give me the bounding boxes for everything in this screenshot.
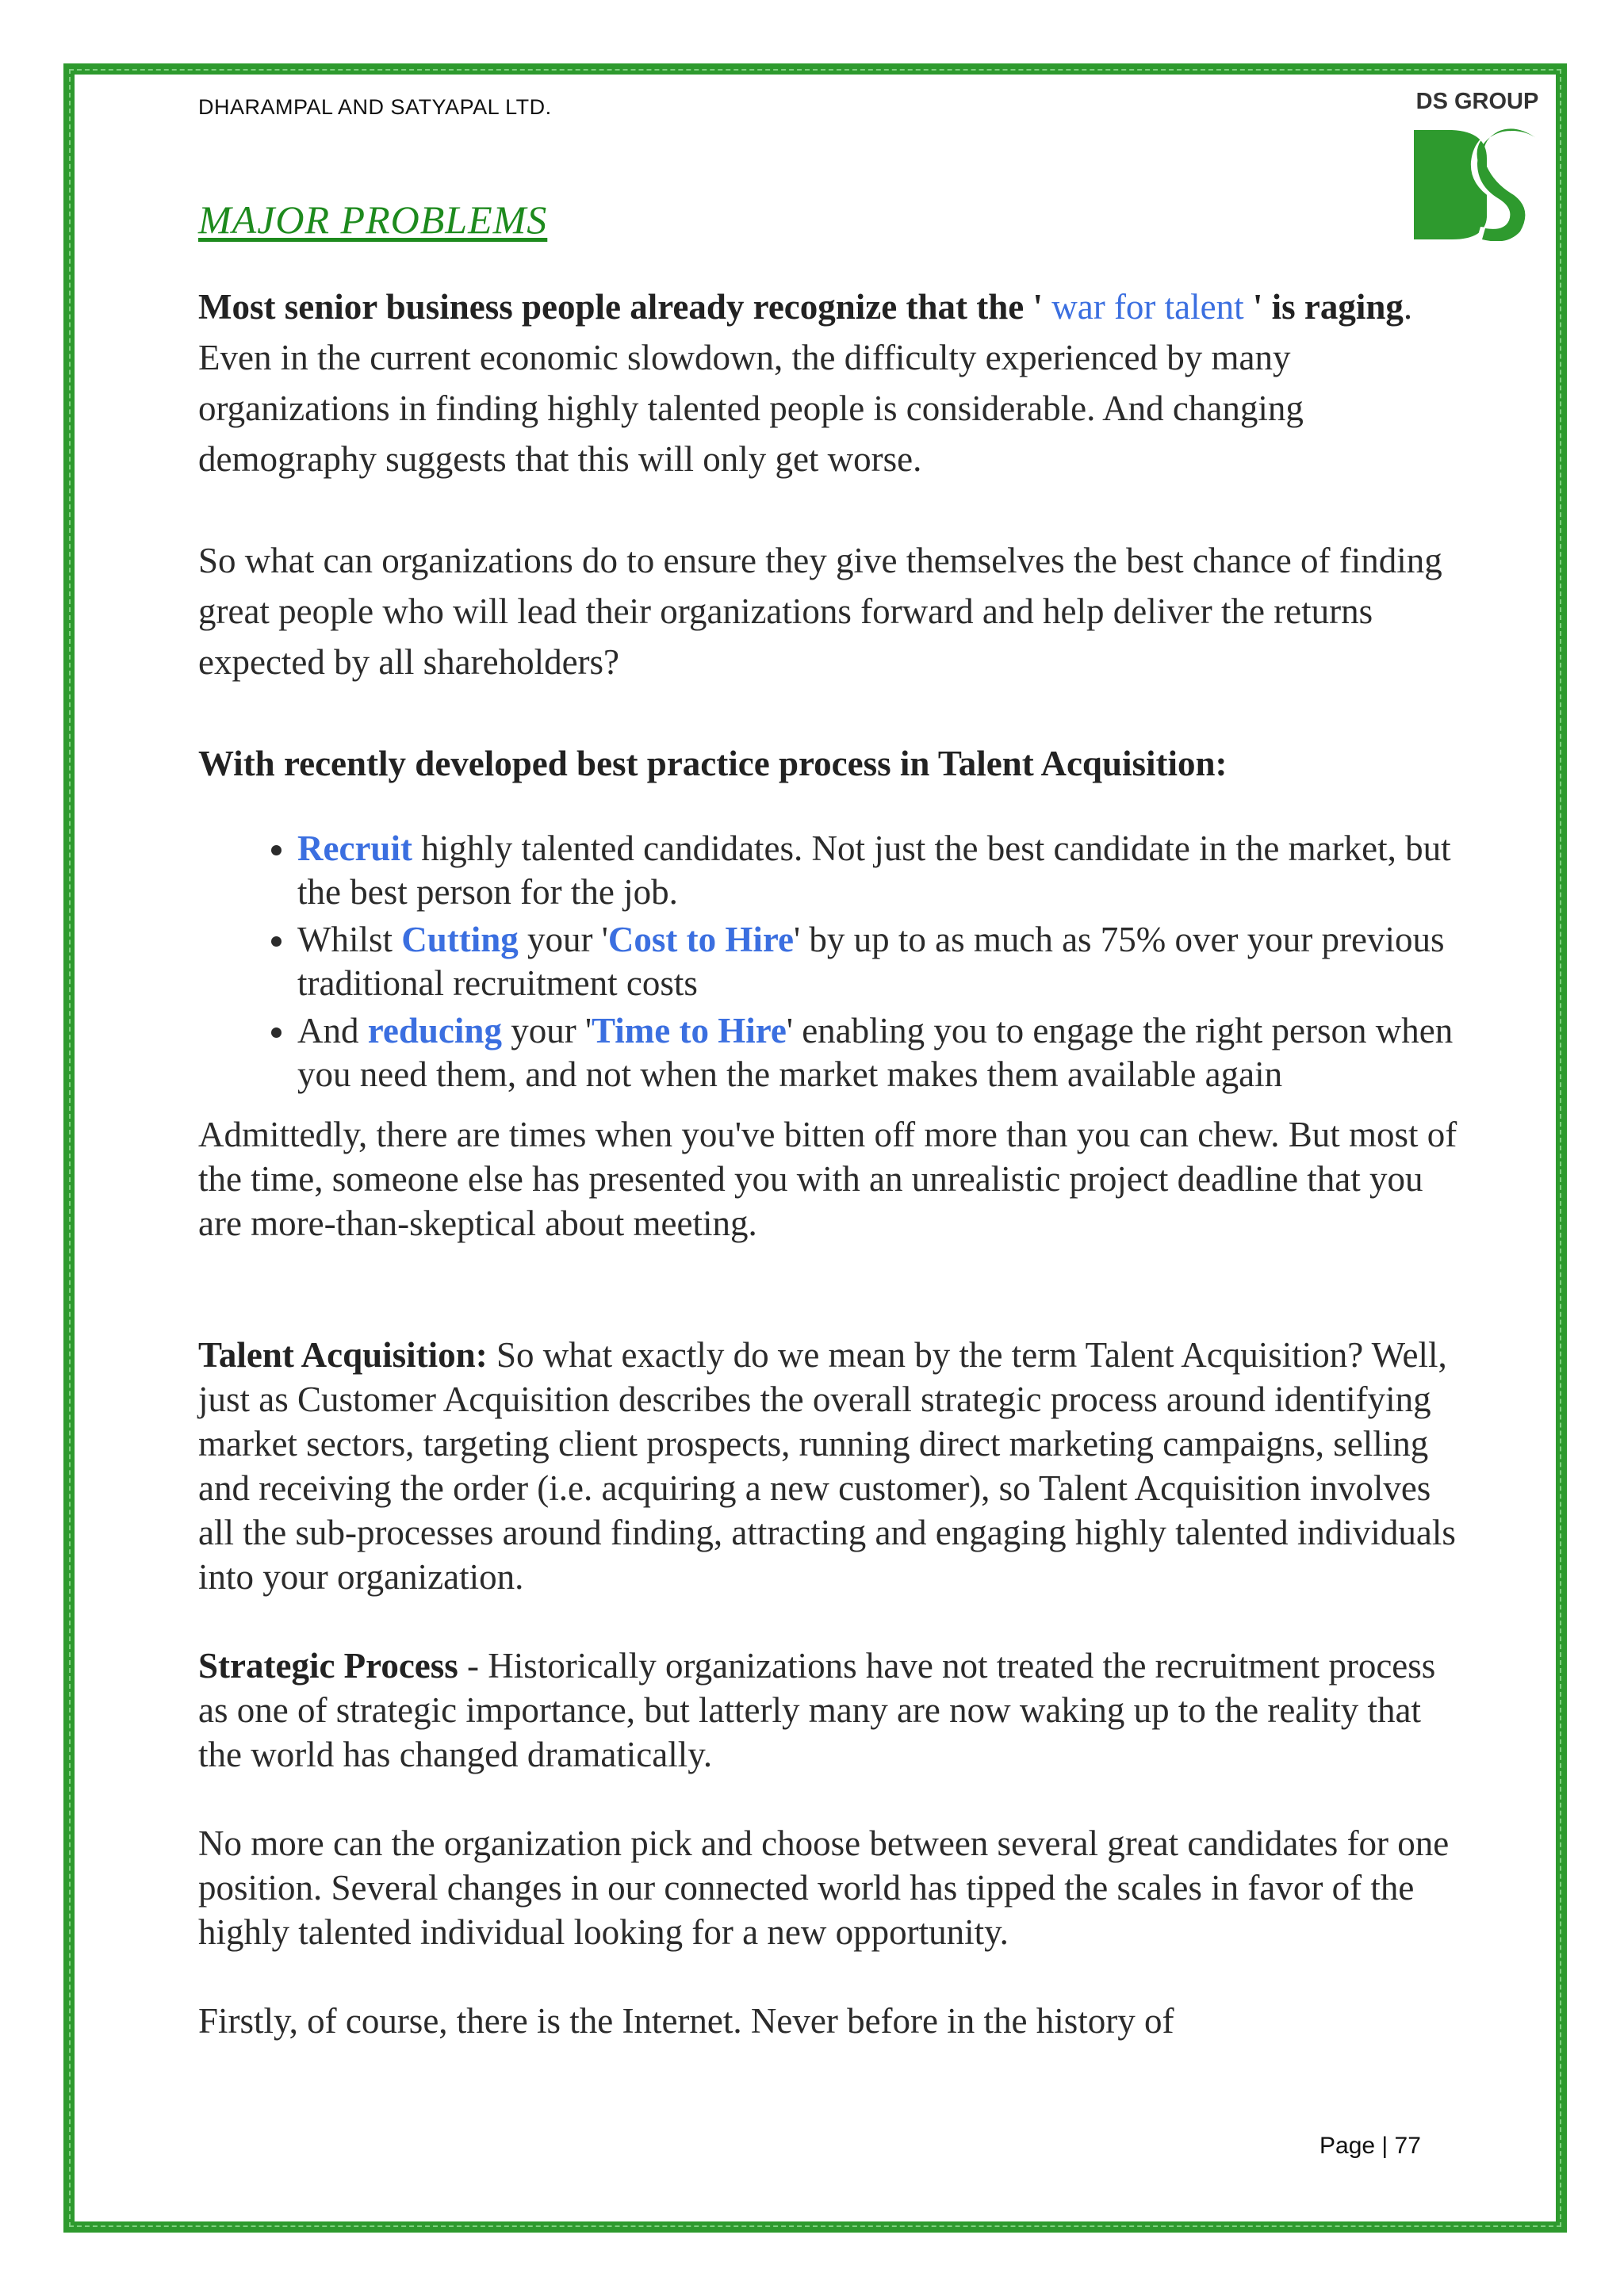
list-item-text: your ' bbox=[518, 920, 608, 959]
intro-rest: . Even in the current economic slowdown, the difficulty experienced by many organizations in finding highly talented people is considerable. And changing demography suggests that this will only get worse. bbox=[198, 287, 1413, 479]
cost-to-hire-highlight: Cost to Hire bbox=[607, 920, 794, 959]
company-header: DHARAMPAL AND SATYAPAL LTD. bbox=[198, 95, 552, 119]
logo-text: DS GROUP bbox=[1415, 89, 1539, 114]
list-item-text: your ' bbox=[501, 1011, 592, 1050]
list-item bbox=[297, 918, 1467, 1005]
list-item-text: Whilst bbox=[297, 920, 402, 959]
ds-group-logo bbox=[1408, 89, 1547, 247]
list-item-text: ' enabling you to engage the right person when you need them, and not when the market makes them available again bbox=[297, 1011, 1454, 1094]
strategic-process-text: - Historically organizations have not treated the recruitment process as one of strategic importance, but latterly many are now waking up to the reality that the world has changed dramatically. bbox=[198, 1646, 1436, 1774]
paragraph-question: So what can organizations do to ensure they give themselves the best chance of finding great people who will lead their organizations forward and help deliver the returns expected by all shareholders? bbox=[198, 541, 1442, 682]
list-item bbox=[297, 1009, 1467, 1096]
paragraph-intro bbox=[198, 281, 1467, 484]
talent-acquisition-term: Talent Acquisition: bbox=[198, 1335, 488, 1375]
paragraph-admittedly: Admittedly, there are times when you've bitten off more than you can chew. But most of the time, someone else has presented you with an unrealistic project deadline that you are more-than-skeptical about meeting. bbox=[198, 1115, 1457, 1243]
page-number: Page | 77 bbox=[1320, 2133, 1421, 2159]
intro-bold-a: Most senior business people already recognize that the ' bbox=[198, 287, 1043, 327]
war-for-talent-highlight: war for talent bbox=[1042, 287, 1253, 327]
paragraph-firstly: Firstly, of course, there is the Internet. Never before in the history of bbox=[198, 2001, 1174, 2041]
reducing-highlight: reducing bbox=[367, 1011, 502, 1050]
list-item-text: ' by up to as much as 75% over your previous traditional recruitment costs bbox=[297, 920, 1445, 1003]
strategic-process-term: Strategic Process bbox=[198, 1646, 458, 1686]
list-item-text: highly talented candidates. Not just the best candidate in the market, but the best person for the job. bbox=[297, 828, 1451, 912]
benefit-list bbox=[198, 827, 1467, 1096]
ds-logo-icon bbox=[1414, 122, 1541, 241]
list-item bbox=[297, 827, 1467, 914]
paragraph-no-more: No more can the organization pick and choose between several great candidates for one position. Several changes in our connected world has tipped the scales in favor of the highly talented individual looking for a new opportunity. bbox=[198, 1823, 1450, 1952]
recruit-highlight: Recruit bbox=[297, 828, 412, 868]
cutting-highlight: Cutting bbox=[401, 920, 519, 959]
paragraph-best-practice bbox=[198, 738, 1467, 789]
best-practice-heading: With recently developed best practice process in Talent Acquisition: bbox=[198, 744, 1228, 783]
paragraph-talent-acquisition bbox=[198, 1333, 1467, 1599]
document-body bbox=[198, 281, 1467, 2043]
intro-bold-b: ' is raging bbox=[1252, 287, 1404, 327]
talent-acquisition-text: So what exactly do we mean by the term Talent Acquisition? Well, just as Customer Acquisition describes the overall strategic process around identifying market sectors, targeting client prospects, running direct marketing campaigns, selling and receiving the order (i.e. acquiring a new customer), so Talent Acquisition involves all the sub-processes around finding, attracting and engaging highly talented individuals into your organization. bbox=[198, 1335, 1456, 1597]
paragraph-strategic-process bbox=[198, 1644, 1467, 1777]
time-to-hire-highlight: Time to Hire bbox=[592, 1011, 787, 1050]
page-title: MAJOR PROBLEMS bbox=[198, 197, 548, 242]
list-item-text: And bbox=[297, 1011, 368, 1050]
